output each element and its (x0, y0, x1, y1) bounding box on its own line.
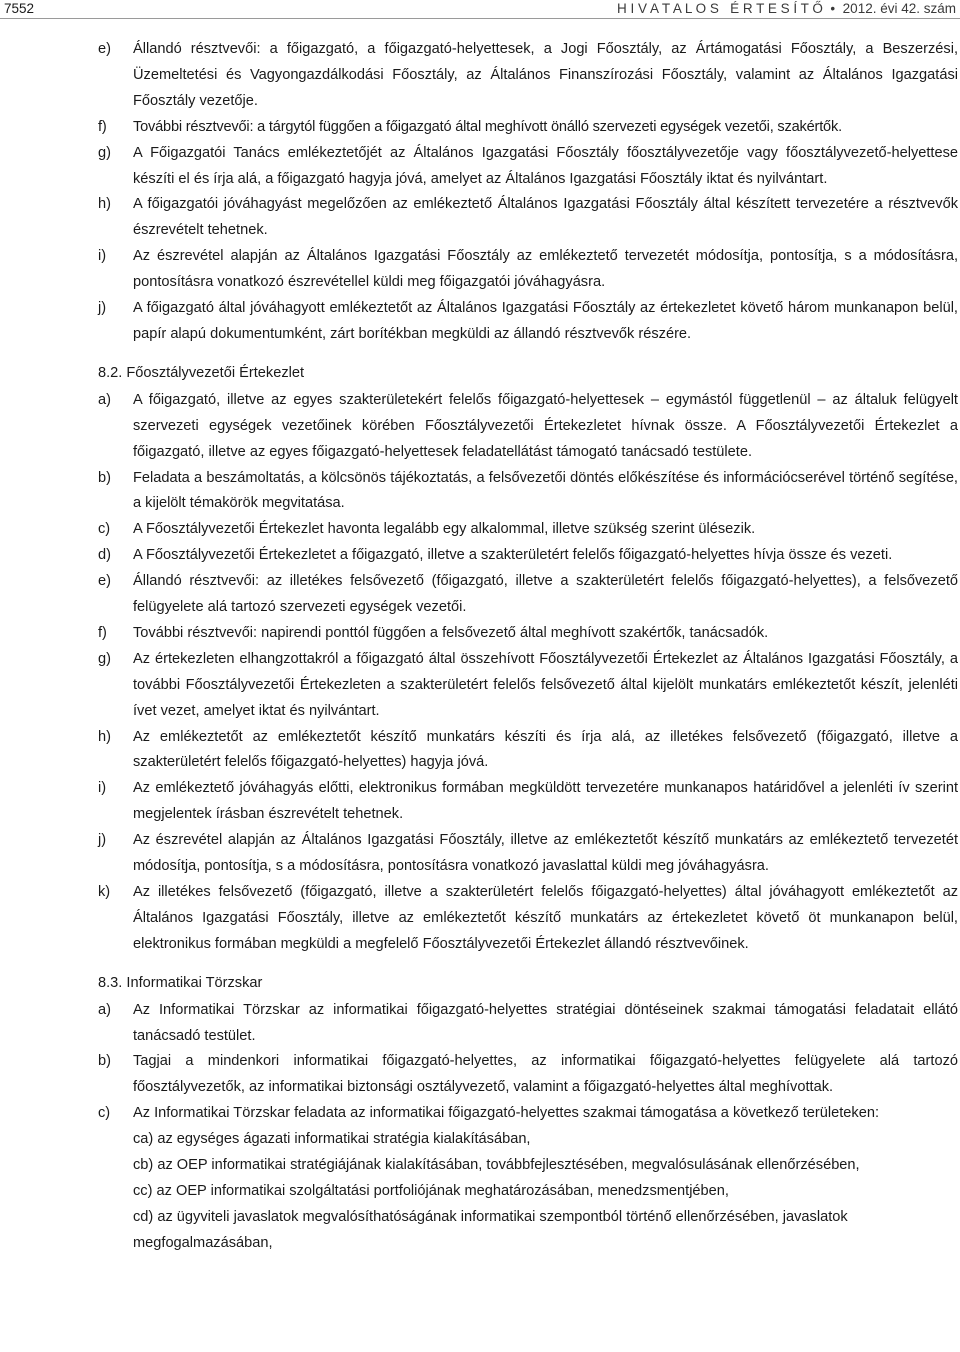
item-marker: g) (98, 650, 111, 667)
item-text: Az értekezleten elhangzottakról a főigazgató által összehívott Főosztályvezetői Értekezlet az Általános Igazgatási Főosztály, a további Főosztályvezetői Értekezleten a szakterületért felelős felsővezető által kijelölt munkatárs emlékeztetőt készít, jelenléti ívet vezet, amelyet iktat és nyilvántart. (133, 650, 958, 719)
section-heading: 8.3. Informatikai Törzskar (98, 974, 263, 991)
section-8-2-list (98, 388, 958, 958)
item-marker: a) (98, 1001, 111, 1018)
item-marker: i) (98, 780, 107, 797)
item-text: További résztvevői: napirendi ponttól függően a felsővezető által meghívott szakértők, tanácsadók. (133, 624, 769, 641)
list-item (98, 543, 958, 569)
item-text: A főigazgató, illetve az egyes szakterületekért felelős főigazgató-helyettesek – egymástól függetlenül – az általuk felügyelt szervezeti egységek vezetőinek körében Főosztályvezetői Értekezletet hívnak össze. A Főosztályvezetői Értekezlet a főigazgató, illetve az egyes főigazgató-helyettesek feladatellátást támogató tanácsadó testülete. (133, 391, 958, 460)
list-item (98, 466, 958, 518)
item-marker: f) (98, 118, 107, 135)
item-text: Tagjai a mindenkori informatikai főigazgató-helyettes, az informatikai főigazgató-helyettes felügyelete alá tartozó főosztályvezetők, az informatikai biztonsági osztályvezető, valamint a főigazgató-helyettes által meghívottak. (133, 1053, 958, 1096)
publication-header (617, 1, 956, 16)
issue-label: 2012. évi 42. szám (842, 1, 956, 16)
sub-list-item: cb) az OEP informatikai stratégiájának kialakításában, továbbfejlesztésében, megvalósulásának ellenőrzésében, (133, 1157, 860, 1174)
item-marker: b) (98, 469, 111, 486)
item-text: Állandó résztvevői: az illetékes felsővezető (főigazgató, illetve a szakterületért felelős főigazgató-helyettes), a felsővezető felügyelete alá tartozó szervezeti egységek vezetői. (133, 573, 958, 616)
page-number: 7552 (4, 1, 35, 16)
list-item (98, 828, 958, 880)
header-rule (0, 18, 960, 19)
item-text: A Főigazgatói Tanács emlékeztetőjét az Általános Igazgatási Főosztály főosztályvezetője vagy főosztályvezető-helyettese készíti el és írja alá, a főigazgató hagyja jóvá, amelyet az Általános Igazgatási Főosztály iktat és nyilvántart. (133, 144, 958, 187)
list-item (98, 647, 958, 725)
sub-list-item: ca) az egységes ágazati informatikai stratégia kialakításában, (133, 1131, 531, 1148)
item-text: Az Informatikai Törzskar feladata az informatikai főigazgató-helyettes szakmai támogatása a következő területeken: (133, 1105, 879, 1122)
item-text: Az észrevétel alapján az Általános Igazgatási Főosztály az emlékeztető tervezetét módosítja, pontosítja, s a módosításra, pontosításra vonatkozó észrevétellel küldi meg főigazgatói jóváhagyásra. (133, 248, 958, 291)
item-marker: h) (98, 196, 111, 213)
list-item (98, 192, 958, 244)
list-item (98, 725, 958, 777)
section-heading: 8.2. Főosztályvezetői Értekezlet (98, 364, 305, 381)
list-item (98, 621, 958, 647)
item-marker: d) (98, 547, 111, 564)
running-header (0, 0, 960, 20)
item-marker: e) (98, 41, 111, 57)
sub-list-item: cc) az OEP informatikai szolgáltatási portfoliójának meghatározásában, menedzsmentjében, (133, 1182, 729, 1199)
document-body (98, 37, 958, 1257)
item-marker: c) (98, 1105, 111, 1122)
item-marker: h) (98, 728, 111, 745)
list-item (98, 776, 958, 828)
item-text: Az illetékes felsővezető (főigazgató, illetve a szakterületért felelős főigazgató-helyettes) által jóváhagyott emlékeztetőt az Általános Igazgatási Főosztály, illetve az emlékeztetőt készítő munkatárs az értekezletet követő öt munkanapon belül, elektronikus formában megküldi a megfelelő Főosztályvezetői Értekezlet állandó résztvevőinek. (133, 884, 958, 952)
item-marker: b) (98, 1053, 111, 1070)
list-item (98, 141, 958, 193)
list-item (98, 1101, 958, 1127)
item-marker: e) (98, 573, 111, 590)
item-text: Az észrevétel alapján az Általános Igazgatási Főosztály, illetve az emlékeztetőt készítő munkatárs az emlékeztető tervezetét módosítja, pontosítja, s a módosításra, pontosításra vonatkozó javaslattal küldi meg jóváhagyásra. (133, 832, 958, 875)
list-item (98, 517, 958, 543)
item-text: A főigazgatói jóváhagyást megelőzően az emlékeztető Általános Igazgatási Főosztály által készített tervezetére a résztvevők észrevételt tehetnek. (133, 196, 958, 239)
item-text: A Főosztályvezetői Értekezletet a főigazgató, illetve a szakterületért felelős főigazgató-helyettes hívja össze és vezeti. (133, 547, 893, 564)
item-marker: a) (98, 391, 111, 408)
item-text: Az Informatikai Törzskar az informatikai főigazgató-helyettes stratégiai döntéseinek szakmai támogatási feladatait ellátó tanácsadó testület. (133, 1001, 958, 1044)
list-item (98, 569, 958, 621)
list-item (98, 998, 958, 1050)
header-bullet: • (830, 1, 836, 16)
item-marker: i) (98, 248, 107, 265)
publication-title: H I V A T A L O S É R T E S Í T Ő (617, 1, 823, 16)
item-text: A Főosztályvezetői Értekezlet havonta legalább egy alkalommal, illetve szükség szerint ülésezik. (133, 521, 756, 538)
section-8-3-list (98, 998, 958, 1257)
item-text: Feladata a beszámoltatás, a kölcsönös tájékoztatás, a felsővezetői döntés előkészítése és információcserével történő segítése, a kijelölt témakörök megvitatása. (133, 469, 958, 512)
item-text: Állandó résztvevői: a főigazgató, a főigazgató-helyettesek, a Jogi Főosztály, az Ártámogatási Főosztály, a Beszerzési, Üzemeltetési és Vagyongazdálkodási Főosztály, az Általános Finanszírozási Főosztály, valamint az Általános Igazgatási Főosztály vezetője. (133, 41, 958, 109)
item-marker: c) (98, 521, 111, 538)
item-marker: k) (98, 884, 111, 900)
item-text: A főigazgató által jóváhagyott emlékeztetőt az Általános Igazgatási Főosztály az értekezletet követő három munkanapon belül, papír alapú dokumentumként, zárt borítékban megküldi az állandó résztvevők részére. (133, 300, 958, 342)
list-item (98, 296, 958, 348)
list-item (98, 388, 958, 466)
sub-list-item: cd) az ügyviteli javaslatok megvalósíthatóságának informatikai szempontból történő ellenőrzésében, javaslatok megfogalmazásában, (133, 1208, 848, 1251)
list-item (98, 115, 958, 141)
list-continuation (98, 37, 958, 348)
item-marker: j) (98, 832, 107, 849)
list-item (98, 880, 958, 958)
list-item (98, 37, 958, 115)
item-text: Az emlékeztetőt az emlékeztetőt készítő munkatárs készíti és írja alá, az illetékes felsővezető (főigazgató, illetve a szakterületért felelős főigazgató-helyettes) hagyja jóvá. (133, 728, 958, 771)
item-text: További résztvevői: a tárgytól függően a főigazgató által meghívott önálló szervezeti egységek vezetői, szakértők. (133, 118, 842, 135)
list-item (98, 1049, 958, 1101)
item-marker: j) (98, 300, 107, 317)
item-marker: f) (98, 624, 107, 641)
item-marker: g) (98, 144, 111, 161)
list-item (98, 244, 958, 296)
item-text: Az emlékeztető jóváhagyás előtti, elektronikus formában megküldött tervezetére munkanapos határidővel a jelenléti ív szerint megjelentek írásban észrevételt tehetnek. (133, 780, 958, 823)
